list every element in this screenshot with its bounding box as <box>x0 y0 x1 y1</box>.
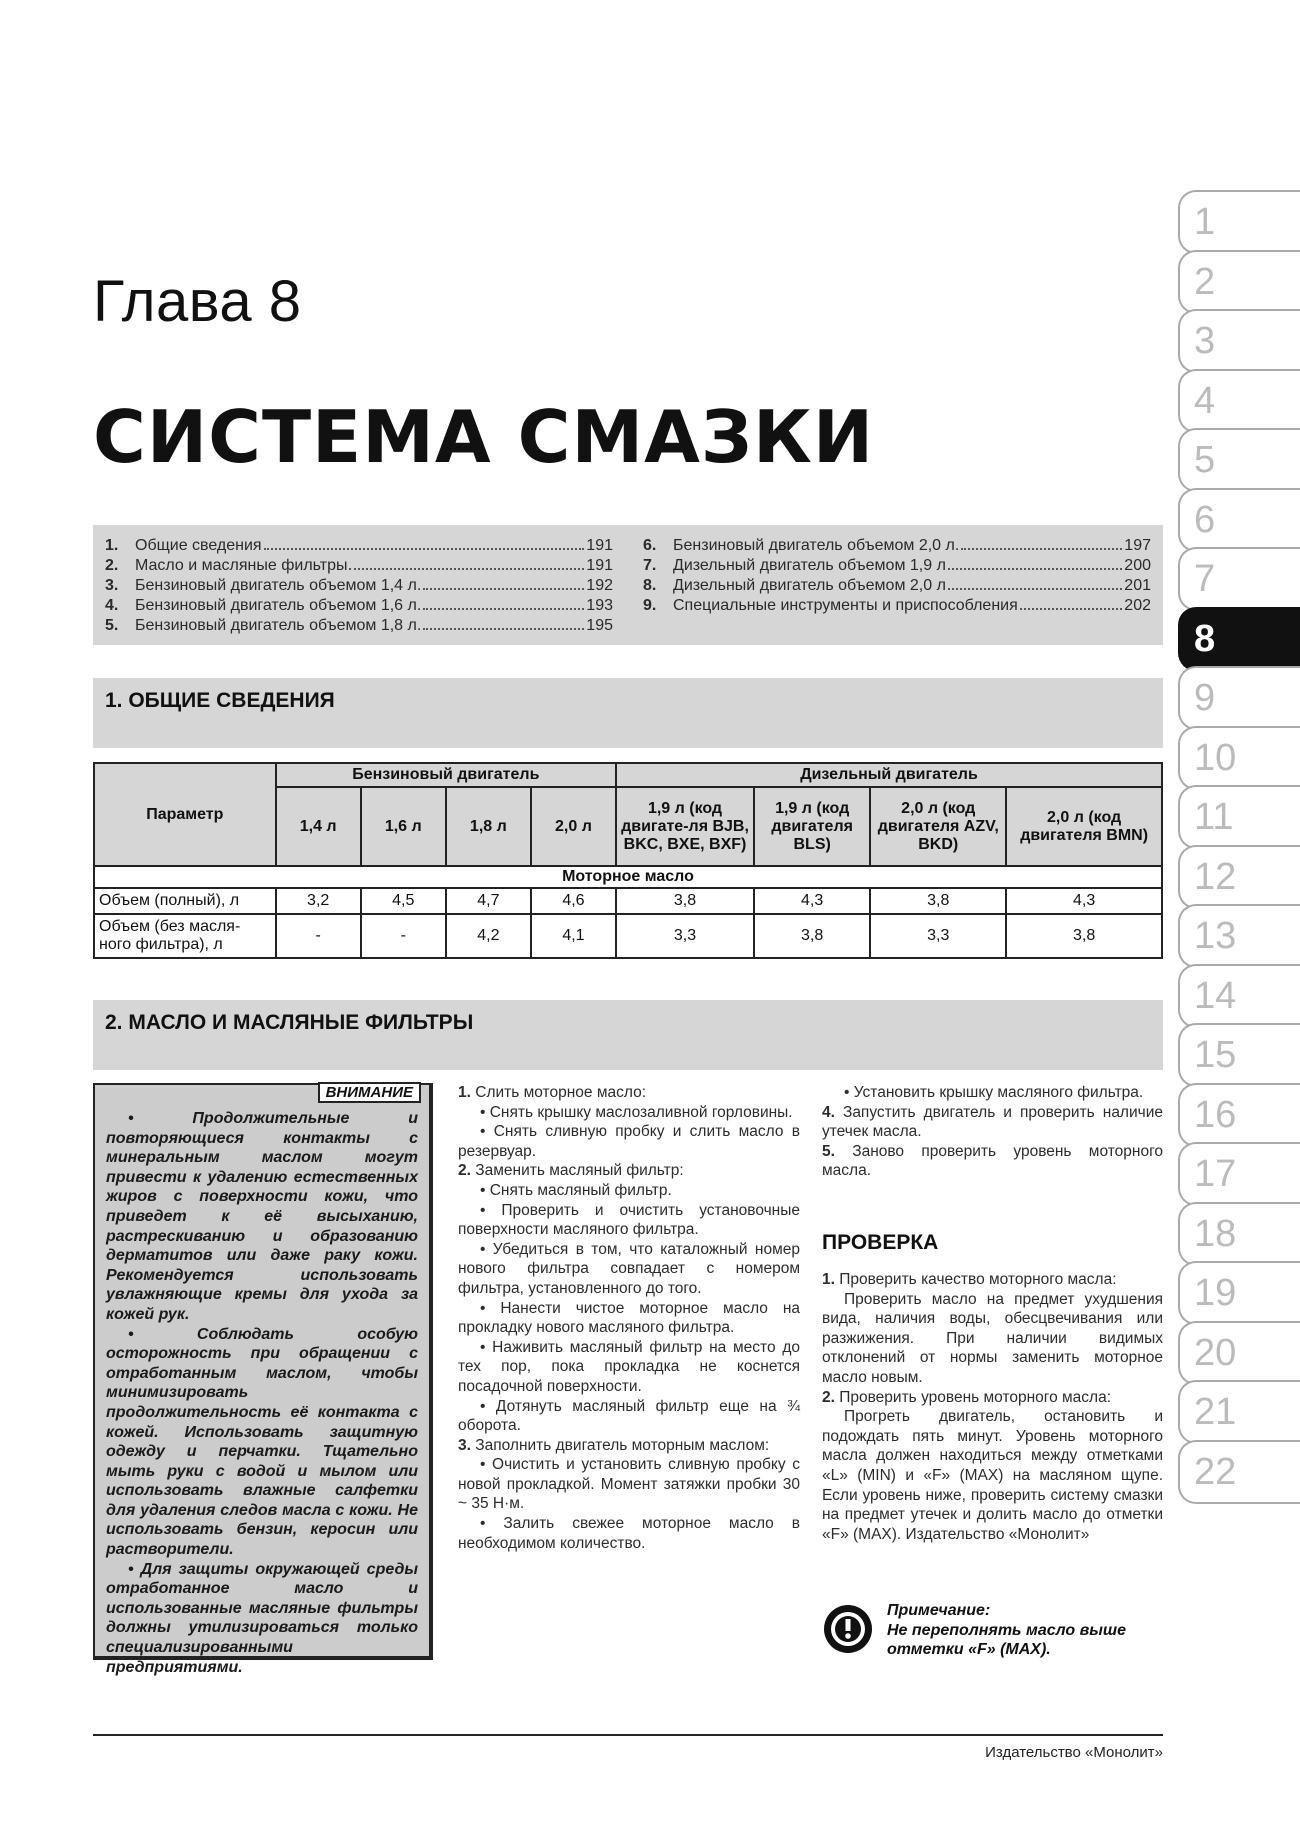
note <box>887 1601 1163 1660</box>
warning-title: ВНИМАНИЕ <box>318 1082 421 1103</box>
toc-leader-dots <box>423 628 584 630</box>
toc-item <box>643 576 1151 596</box>
section-1-header <box>93 678 1163 748</box>
toc-leader-dots <box>1020 608 1123 610</box>
toc-item <box>643 556 1151 576</box>
column-header: 1,9 л (код двигателя BLS) <box>754 787 870 866</box>
toc-item <box>105 616 613 636</box>
toc-item-title: Бензиновый двигатель объемом 1,8 л. <box>135 617 422 634</box>
column-header: 2,0 л (код двигателя AZV, BKD) <box>870 787 1006 866</box>
toc-leader-dots <box>423 608 584 610</box>
step-number: 1. <box>458 1084 471 1101</box>
paragraph <box>458 1240 800 1299</box>
toc-item-page: 200 <box>1124 557 1151 574</box>
section-2-title: 2. МАСЛО И МАСЛЯНЫЕ ФИЛЬТРЫ <box>105 1011 474 1034</box>
step-text: • Убедиться в том, что каталожный номер нового фильтра совпадает с номером фильтра, установленного до того. <box>458 1240 800 1297</box>
toc-item <box>105 536 613 556</box>
chapter-tab-16[interactable]: 16 <box>1178 1083 1300 1147</box>
step-number: 2. <box>458 1162 471 1180</box>
check-heading: ПРОВЕРКА <box>822 1231 939 1254</box>
chapter-tab-15[interactable]: 15 <box>1178 1023 1300 1087</box>
column-header: 1,6 л <box>361 787 446 866</box>
chapter-tab-20[interactable]: 20 <box>1178 1321 1300 1385</box>
chapter-tab-19[interactable]: 19 <box>1178 1261 1300 1325</box>
chapter-tab-6[interactable]: 6 <box>1178 488 1300 552</box>
footer-rule <box>93 1734 1163 1736</box>
toc-item <box>105 596 613 616</box>
paragraph <box>458 1201 800 1240</box>
paragraph <box>458 1436 800 1456</box>
note-icon <box>822 1603 874 1655</box>
chapter-tab-7[interactable]: 7 <box>1178 547 1300 611</box>
paragraph <box>458 1397 800 1436</box>
column-header: 1,4 л <box>276 787 361 866</box>
toc-item-number: 9. <box>643 597 657 614</box>
toc-leader-dots <box>349 568 584 570</box>
chapter-title: СИСТЕМА СМАЗКИ <box>93 395 875 479</box>
section-1-title: 1. ОБЩИЕ СВЕДЕНИЯ <box>105 689 335 712</box>
table-cell: 3,3 <box>616 914 754 958</box>
toc-item-title: Масло и масляные фильтры <box>135 557 348 574</box>
paragraph <box>822 1388 1163 1408</box>
table-cell: 4,5 <box>361 888 446 914</box>
toc-item-page: 202 <box>1124 597 1151 614</box>
step-text: Проверить масло на предмет ухудшения вида, наличия воды, обесцвечивания или разжижения. При наличии видимых отклонений от нормы заменить моторное масло новым. <box>822 1290 1163 1386</box>
toc-item-page: 191 <box>586 537 613 554</box>
step-text: Заполнить двигатель моторным маслом: <box>470 1436 770 1454</box>
step-text: Слить моторное масло: <box>470 1084 647 1101</box>
table-cell: 3,8 <box>754 914 870 958</box>
step-number: 4. <box>822 1103 835 1121</box>
paragraph <box>458 1514 800 1553</box>
toc-item <box>643 536 1151 556</box>
toc-item-page: 191 <box>586 557 613 574</box>
toc-item-number: 5. <box>105 617 119 634</box>
toc-item <box>105 576 613 596</box>
toc-item-title: Бензиновый двигатель объемом 1,4 л. <box>135 577 422 594</box>
toc-item-number: 3. <box>105 577 119 594</box>
table-cell: - <box>276 914 361 958</box>
toc-left-column <box>105 536 613 636</box>
procedure-column-continued <box>822 1083 1163 1181</box>
step-text: Прогреть двигатель, остановить и подождать пять минут. Уровень моторного масла должен находиться между отметками «L» (MIN) и «F» (MAX) на масляном щупе. Если уровень ниже, проверить систему смазки на предмет утечек и долить масло до отметки «F» (MAX). Издательство «Монолит» <box>822 1408 1163 1543</box>
step-text: • Снять масляный фильтр. <box>480 1181 672 1199</box>
step-text: Проверить уровень моторного масла: <box>834 1388 1112 1406</box>
paragraph <box>458 1181 800 1201</box>
toc-item-page: 197 <box>1124 537 1151 554</box>
table-cell: 4,2 <box>446 914 531 958</box>
warning-paragraph: • Продолжительные и повторяющиеся контакты с минеральным маслом могут привести к удалению естественных жиров с поверхности кожи, что приведет к её высыханию, растрескиванию и образованию дерматитов или даже раку кожи. Рекомендуется использовать увлажняющие кремы для ухода за кожей рук. <box>106 1110 418 1323</box>
toc-item-number: 7. <box>643 557 657 574</box>
paragraph <box>458 1455 800 1514</box>
column-header: 1,9 л (код двигате-ля BJB, BKC, BXE, BXF) <box>616 787 754 866</box>
toc-item-number: 1. <box>105 537 119 554</box>
paragraph <box>458 1338 800 1397</box>
chapter-tab-2[interactable]: 2 <box>1178 250 1300 314</box>
chapter-label: Глава 8 <box>93 269 302 334</box>
group-row: Моторное масло <box>94 866 1162 888</box>
step-text: Заменить масляный фильтр: <box>470 1162 684 1180</box>
note-label: Примечание: <box>887 1602 991 1619</box>
toc-item-title: Специальные инструменты и приспособления <box>673 597 1018 614</box>
table-cell: 4,7 <box>446 888 531 914</box>
chapter-tab-4[interactable]: 4 <box>1178 369 1300 433</box>
chapter-tab-17[interactable]: 17 <box>1178 1142 1300 1206</box>
step-text: • Проверить и очистить установочные поверхности масляного фильтра. <box>458 1201 800 1239</box>
param-header: Параметр <box>94 763 276 866</box>
toc-item <box>643 596 1151 616</box>
toc-item-title: Бензиновый двигатель объемом 2,0 л. <box>673 537 960 554</box>
table-cell: 4,1 <box>531 914 616 958</box>
step-number: 3. <box>458 1436 471 1454</box>
toc-item <box>105 556 613 576</box>
chapter-tab-22[interactable]: 22 <box>1178 1440 1300 1504</box>
chapter-tab-14[interactable]: 14 <box>1178 964 1300 1028</box>
paragraph <box>822 1290 1163 1388</box>
table-row <box>94 888 1162 914</box>
toc-item-title: Общие сведения <box>135 537 262 554</box>
chapter-tab-13[interactable]: 13 <box>1178 904 1300 968</box>
toc-item-page: 195 <box>586 617 613 634</box>
chapter-tab-1[interactable]: 1 <box>1178 190 1300 254</box>
toc-item-title: Бензиновый двигатель объемом 1,6 л. <box>135 597 422 614</box>
check-column <box>822 1270 1163 1544</box>
row-label: Объем (без масля-ного фильтра), л <box>94 914 276 958</box>
paragraph <box>458 1083 800 1103</box>
toc-leader-dots <box>948 568 1122 570</box>
table-cell: 4,3 <box>754 888 870 914</box>
step-text: Проверить качество моторного масла: <box>834 1271 1117 1288</box>
table-of-contents <box>93 525 1163 645</box>
step-number: 2. <box>822 1388 835 1406</box>
table-cell: 3,3 <box>870 914 1006 958</box>
row-label: Объем (полный), л <box>94 888 276 914</box>
step-text: Запустить двигатель и проверить наличие утечек масла. <box>822 1103 1163 1141</box>
toc-item-title: Дизельный двигатель объемом 2,0 л <box>673 577 946 594</box>
chapter-tab-18[interactable]: 18 <box>1178 1202 1300 1266</box>
toc-item-page: 192 <box>586 577 613 594</box>
chapter-tab-11[interactable]: 11 <box>1178 785 1300 849</box>
note-text: Не переполнять масло выше отметки «F» (MAX). <box>887 1621 1127 1659</box>
step-text: • Наживить масляный фильтр на место до тех пор, пока прокладка не коснется посадочной поверхности. <box>458 1338 800 1395</box>
paragraph <box>458 1122 800 1161</box>
step-text: • Нанести чистое моторное масло на прокладку нового масляного фильтра. <box>458 1299 800 1337</box>
step-text: • Установить крышку масляного фильтра. <box>844 1084 1144 1101</box>
step-number: 5. <box>822 1142 835 1160</box>
table-cell: 4,6 <box>531 888 616 914</box>
toc-item-number: 6. <box>643 537 657 554</box>
petrol-header: Бензиновый двигатель <box>276 763 616 787</box>
section-2-header <box>93 1000 1163 1070</box>
column-header: 2,0 л <box>531 787 616 866</box>
table-cell: 3,8 <box>616 888 754 914</box>
chapter-tab-5[interactable]: 5 <box>1178 428 1300 492</box>
paragraph <box>822 1083 1163 1103</box>
paragraph <box>822 1103 1163 1142</box>
warning-text <box>106 1109 418 1677</box>
diesel-header: Дизельный двигатель <box>616 763 1162 787</box>
table-row <box>94 914 1162 958</box>
toc-leader-dots <box>264 548 585 550</box>
footer-publisher: Издательство «Монолит» <box>985 1744 1163 1761</box>
step-text: • Снять сливную пробку и слить масло в резервуар. <box>458 1123 800 1160</box>
toc-leader-dots <box>423 588 584 590</box>
warning-paragraph: • Соблюдать особую осторожность при обращении с отработанным маслом, чтобы минимизировать продолжительность её контакта с кожей. Использовать защитную одежду и перчатки. Тщательно мыть руки с водой и мылом или использовать влажные салфетки для удаления следов масла с кожи. Не использовать бензин, керосин или растворители. <box>106 1325 418 1559</box>
toc-right-column <box>643 536 1151 616</box>
step-text: • Снять крышку маслозаливной горловины. <box>480 1103 793 1121</box>
procedure-column <box>458 1083 800 1553</box>
toc-item-number: 4. <box>105 597 119 614</box>
step-number: 1. <box>822 1271 835 1288</box>
chapter-tab-9[interactable]: 9 <box>1178 666 1300 730</box>
table-cell: 3,8 <box>870 888 1006 914</box>
step-text: • Залить свежее моторное масло в необходимом количество. <box>458 1515 800 1552</box>
paragraph <box>458 1103 800 1123</box>
step-text: • Очистить и установить сливную пробку с новой прокладкой. Момент затяжки пробки 30 ~ 35 Н·м. <box>458 1456 800 1513</box>
chapter-tab-3[interactable]: 3 <box>1178 309 1300 373</box>
toc-leader-dots <box>961 548 1122 550</box>
paragraph <box>822 1270 1163 1290</box>
table-cell: 4,3 <box>1006 888 1162 914</box>
warning-paragraph: • Для защиты окружающей среды отработанное масло и использованные масляные фильтры должны утилизироваться только специализированными предприятиями. <box>106 1560 418 1676</box>
toc-item-number: 8. <box>643 577 657 594</box>
paragraph <box>822 1407 1163 1544</box>
chapter-tab-12[interactable]: 12 <box>1178 845 1300 909</box>
table-cell: - <box>361 914 446 958</box>
toc-leader-dots <box>948 588 1122 590</box>
table-cell: 3,2 <box>276 888 361 914</box>
paragraph <box>458 1161 800 1181</box>
toc-item-number: 2. <box>105 557 119 574</box>
chapter-tab-8[interactable]: 8 <box>1178 607 1300 671</box>
table-cell: 3,8 <box>1006 914 1162 958</box>
toc-item-page: 193 <box>586 597 613 614</box>
paragraph <box>822 1142 1163 1181</box>
step-text: • Дотянуть масляный фильтр еще на ¾ оборота. <box>458 1397 800 1435</box>
column-header: 2,0 л (код двигателя BMN) <box>1006 787 1162 866</box>
oil-volume-table <box>93 762 1163 959</box>
step-text: Заново проверить уровень моторного масла. <box>822 1142 1163 1180</box>
chapter-tab-10[interactable]: 10 <box>1178 726 1300 790</box>
column-header: 1,8 л <box>446 787 531 866</box>
toc-item-title: Дизельный двигатель объемом 1,9 л <box>673 557 946 574</box>
toc-item-page: 201 <box>1124 577 1151 594</box>
warning-box <box>93 1083 433 1676</box>
chapter-tab-21[interactable]: 21 <box>1178 1380 1300 1444</box>
paragraph <box>458 1299 800 1338</box>
